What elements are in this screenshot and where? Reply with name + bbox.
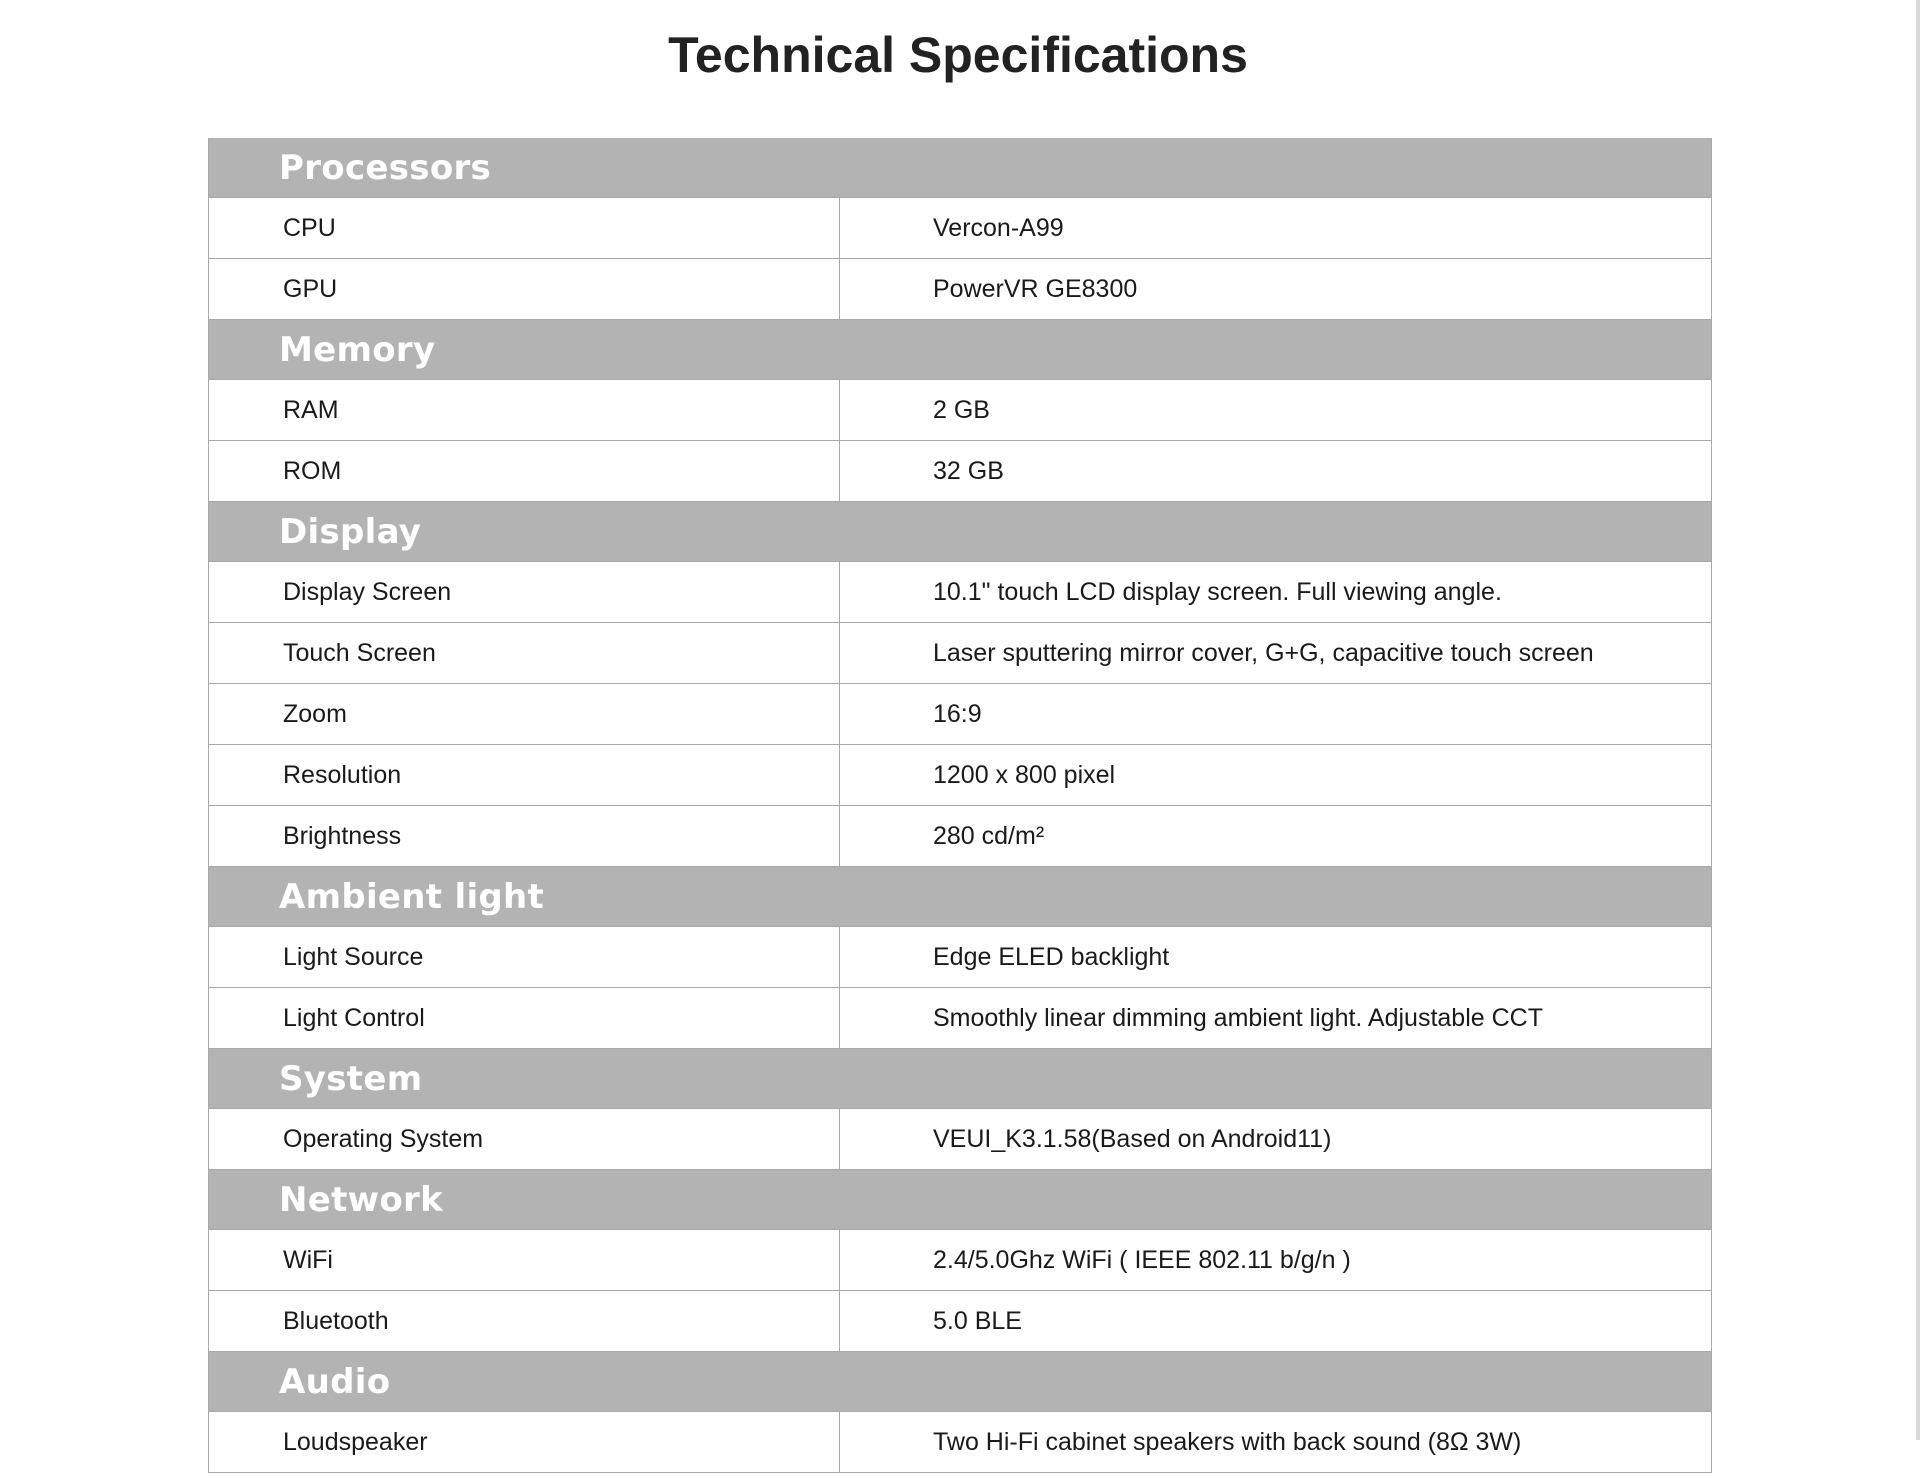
spec-value: 2.4/5.0Ghz WiFi ( IEEE 802.11 b/g/n ) (840, 1230, 1712, 1291)
section-title: Audio (209, 1352, 1712, 1412)
page-title: Technical Specifications (668, 27, 1248, 83)
spec-label: Zoom (209, 684, 840, 745)
spec-row (209, 441, 1712, 502)
spec-value: Edge ELED backlight (840, 927, 1712, 988)
spec-row (209, 927, 1712, 988)
spec-row (209, 745, 1712, 806)
section-header-ambient-light (209, 867, 1712, 927)
spec-label: CPU (209, 198, 840, 259)
spec-label: Touch Screen (209, 623, 840, 684)
section-header-network (209, 1170, 1712, 1230)
spec-row (209, 684, 1712, 745)
spec-value: 5.0 BLE (840, 1291, 1712, 1352)
spec-row (209, 380, 1712, 441)
section-title: Network (209, 1170, 1712, 1230)
spec-label: Resolution (209, 745, 840, 806)
section-header-system (209, 1049, 1712, 1109)
spec-label: Loudspeaker (209, 1412, 840, 1473)
section-header-audio (209, 1352, 1712, 1412)
spec-value: 16:9 (840, 684, 1712, 745)
spec-row (209, 806, 1712, 867)
section-header-display (209, 502, 1712, 562)
spec-label: WiFi (209, 1230, 840, 1291)
spec-row (209, 198, 1712, 259)
spec-value: Laser sputtering mirror cover, G+G, capacitive touch screen (840, 623, 1712, 684)
spec-label: RAM (209, 380, 840, 441)
spec-label: Light Control (209, 988, 840, 1049)
spec-row (209, 259, 1712, 320)
section-title: System (209, 1049, 1712, 1109)
spec-label: GPU (209, 259, 840, 320)
section-header-memory (209, 320, 1712, 380)
spec-value: 10.1" touch LCD display screen. Full viewing angle. (840, 562, 1712, 623)
spec-row (209, 1291, 1712, 1352)
section-title: Ambient light (209, 867, 1712, 927)
spec-label: Brightness (209, 806, 840, 867)
spec-value: PowerVR GE8300 (840, 259, 1712, 320)
spec-value: 32 GB (840, 441, 1712, 502)
section-title: Memory (209, 320, 1712, 380)
spec-row (209, 1412, 1712, 1473)
spec-table (208, 138, 1712, 1473)
scrollbar-track[interactable] (1916, 0, 1920, 1440)
spec-label: Light Source (209, 927, 840, 988)
spec-label: ROM (209, 441, 840, 502)
spec-label: Bluetooth (209, 1291, 840, 1352)
spec-row (209, 1230, 1712, 1291)
spec-value: 280 cd/m² (840, 806, 1712, 867)
spec-value: Two Hi-Fi cabinet speakers with back sound (8Ω 3W) (840, 1412, 1712, 1473)
spec-value: VEUI_K3.1.58(Based on Android11) (840, 1109, 1712, 1170)
section-title: Display (209, 502, 1712, 562)
spec-value: Vercon-A99 (840, 198, 1712, 259)
section-header-processors (209, 138, 1712, 198)
spec-table-body (209, 138, 1712, 1473)
section-title: Processors (209, 138, 1712, 198)
spec-row (209, 623, 1712, 684)
spec-label: Display Screen (209, 562, 840, 623)
spec-label: Operating System (209, 1109, 840, 1170)
spec-value: 2 GB (840, 380, 1712, 441)
spec-row (209, 562, 1712, 623)
spec-row (209, 1109, 1712, 1170)
spec-row (209, 988, 1712, 1049)
spec-value: 1200 x 800 pixel (840, 745, 1712, 806)
spec-value: Smoothly linear dimming ambient light. Adjustable CCT (840, 988, 1712, 1049)
